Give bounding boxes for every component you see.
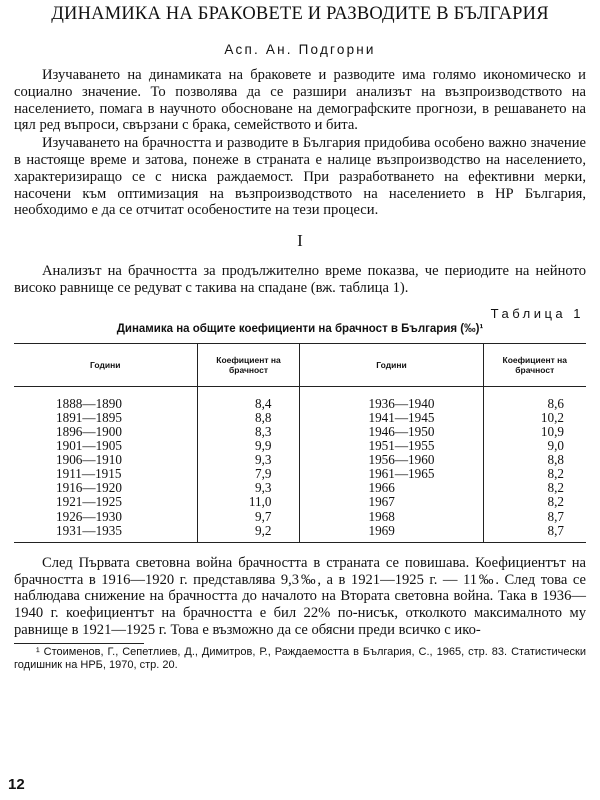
table-row (14, 510, 586, 524)
table-row (14, 453, 586, 467)
header-coefficient: Коефициент на брачност (197, 343, 300, 386)
table-row (14, 481, 586, 495)
table-row (14, 425, 586, 439)
table-caption: Динамика на общите коефициенти на брачност в България (‰)¹ (116, 322, 484, 335)
table-cell-coefficient: 11,0 (197, 495, 300, 509)
table-row (14, 467, 586, 481)
table-label: Таблица 1 (490, 305, 584, 321)
body-paragraph: След Първата световна война брачността в страната се повишава. Коефициентът на брачността в 1916—1920 г. представлява 9,3‰, а в 1921—1925 г. — 11‰. След това се наблюдава снижение на брачността до началото на Втората световна война. Така в 1936—1940 г. коефициентът на брачността е бил 22% по-нисък, отколкото максималното му равнище в 1921—1925 г. Това е възможно да се обясни преди всичко с ико- (14, 554, 586, 638)
table-cell-coefficient: 8,2 (483, 481, 586, 495)
page-number: 12 (8, 776, 25, 793)
table-cell-coefficient: 8,2 (483, 467, 586, 481)
table-cell-years: 1941—1945 (300, 411, 483, 425)
table-cell-coefficient: 9,3 (197, 453, 300, 467)
table-cell-years: 1969 (300, 524, 483, 543)
table-cell-years: 1926—1930 (56, 508, 122, 524)
table-cell-years: 1936—1940 (300, 386, 483, 411)
table-cell-coefficient: 10,9 (483, 425, 586, 439)
header-years-2: Години (300, 343, 483, 386)
table-cell-coefficient: 8,7 (483, 524, 586, 543)
table-cell-coefficient: 10,2 (483, 411, 586, 425)
footnote-divider (14, 643, 144, 644)
table-cell-coefficient: 7,9 (197, 467, 300, 481)
table-cell-years: 1896—1900 (56, 423, 122, 439)
table-cell-years: 1901—1905 (56, 438, 122, 454)
table-cell-years: 1956—1960 (300, 453, 483, 467)
section-number: I (297, 231, 303, 251)
header-years: Години (14, 343, 197, 386)
intro-paragraph-2: Изучаването на брачността и разводите в България придобива особено важно значение в настояще време и затова, понеже в страната е налице възпроизводство на населението, характеризиращо се с ниска раждаемост. При разработването на ефективни мерки, насочени към оптимизация на възпроизводството на населението в НР България, необходимо е да се отчитат особеностите на тези процеси. (14, 135, 586, 219)
table-row (14, 524, 586, 543)
table-cell-coefficient: 8,4 (197, 386, 300, 411)
table-cell-years: 1946—1950 (300, 425, 483, 439)
table-cell-coefficient: 8,3 (197, 425, 300, 439)
table-cell-coefficient: 9,0 (483, 439, 586, 453)
table-cell-coefficient: 8,8 (483, 453, 586, 467)
table-row (14, 439, 586, 453)
table-cell-coefficient: 8,8 (197, 411, 300, 425)
intro-paragraph-1: Изучаването на динамиката на браковете и разводите има голямо икономическо и социално значение. То позволява да се разшири анализът на възпроизводството на населението, помага в научното обосноване на демографските прогнози, в решаването на цял ред въпроси, свързани с брака, семейството и бита. (14, 67, 586, 134)
table-row (14, 495, 586, 509)
table-cell-coefficient: 9,2 (197, 524, 300, 543)
article-title: ДИНАМИКА НА БРАКОВЕТЕ И РАЗВОДИТЕ В БЪЛГАРИЯ (51, 4, 549, 24)
table-cell-years: 1961—1965 (300, 467, 483, 481)
table-cell-years: 1888—1890 (56, 395, 122, 411)
table-cell-coefficient: 9,7 (197, 510, 300, 524)
table-header-row (14, 343, 586, 386)
table-cell-years: 1966 (300, 481, 483, 495)
table-cell-years: 1968 (300, 510, 483, 524)
table-cell-years: 1916—1920 (56, 480, 122, 496)
article-author: Асп. Ан. Подгорни (224, 42, 376, 57)
marriage-rate-table (14, 343, 586, 543)
table-cell-coefficient: 9,9 (197, 439, 300, 453)
header-coefficient-2: Коефициент на брачност (483, 343, 586, 386)
table-cell-coefficient: 8,7 (483, 510, 586, 524)
table-cell-years: 1931—1935 (14, 524, 197, 543)
table-row (14, 386, 586, 411)
footnote: ¹ Стоименов, Г., Сепетлиев, Д., Димитров, Р., Раждаемостта в България, С., 1965, стр. 83. Статистически годишник на НРБ, 1970, стр. 20. (14, 645, 586, 671)
table-cell-years: 1906—1910 (56, 452, 122, 468)
table-cell-years: 1911—1915 (56, 466, 122, 482)
table-cell-years: 1921—1925 (56, 494, 122, 510)
table-cell-years: 1891—1895 (56, 409, 122, 425)
table-body (14, 386, 586, 542)
table-cell-coefficient: 8,2 (483, 495, 586, 509)
table-cell-years: 1967 (300, 495, 483, 509)
section-paragraph: Анализът на брачността за продължително време показва, че периодите на нейното високо равнище се редуват с такива на спадане (вж. таблица 1). (14, 263, 586, 296)
table-cell-coefficient: 9,3 (197, 481, 300, 495)
table-cell-years: 1951—1955 (300, 439, 483, 453)
table-cell-coefficient: 8,6 (483, 386, 586, 411)
table-row (14, 411, 586, 425)
